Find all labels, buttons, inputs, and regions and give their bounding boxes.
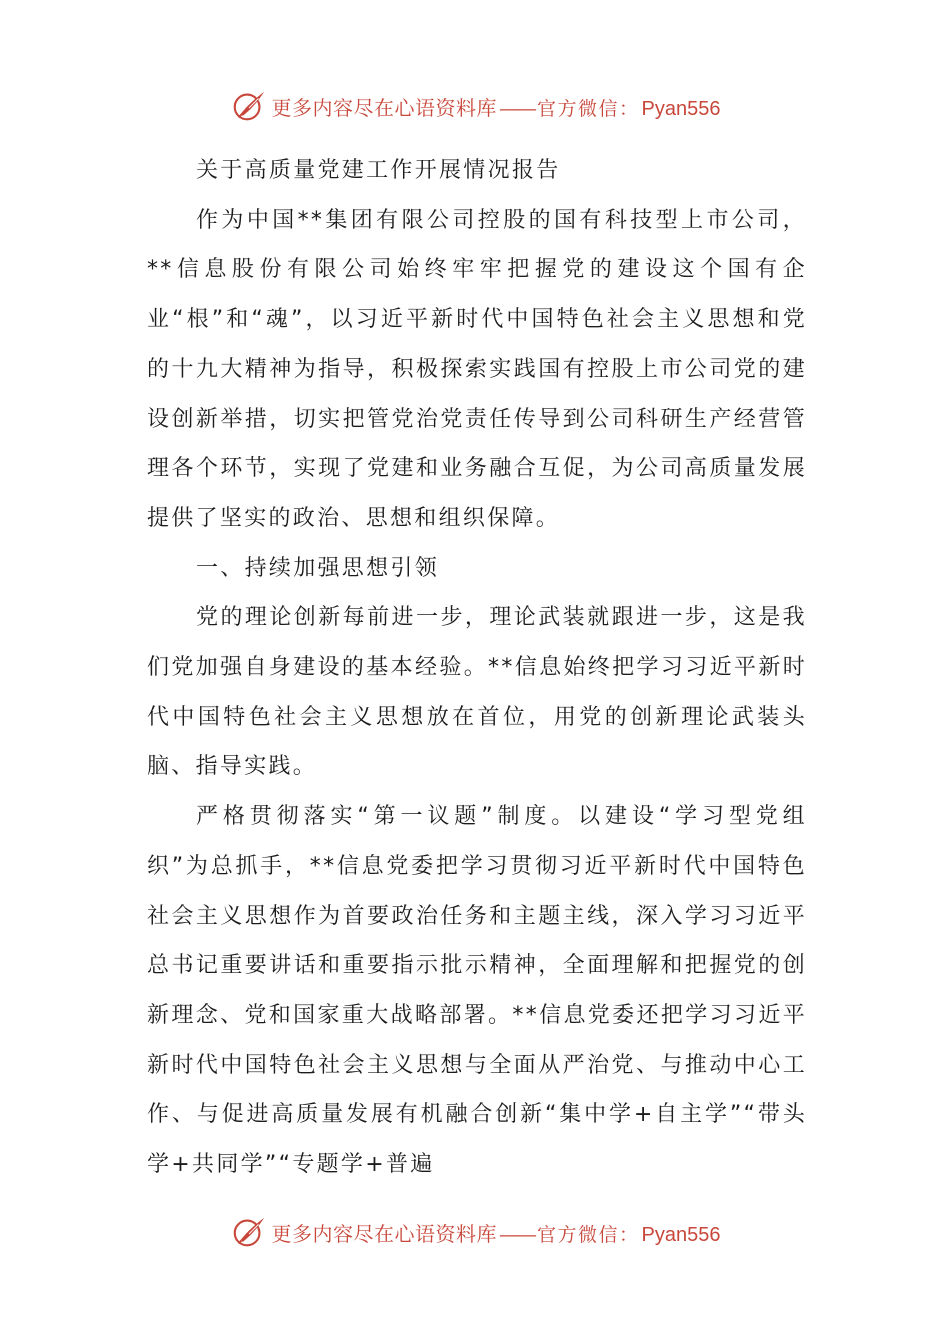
watermark-banner-bottom bbox=[0, 1212, 950, 1252]
quill-logo-icon bbox=[230, 1213, 268, 1251]
paragraph-intro: 作为中国**集团有限公司控股的国有科技型上市公司，**信息股份有限公司始终牢牢把握党的建设这个国有企业“根”和“魂”，以习近平新时代中国特色社会主义思想和党的十九大精神为指导，积极探索实践国有控股上市公司党的建设创新举措，切实把管党治党责任传导到公司科研生产经营管理各个环节，实现了党建和业务融合互促，为公司高质量发展提供了坚实的政治、思想和组织保障。 bbox=[147, 207, 807, 531]
document-body bbox=[147, 146, 807, 1190]
document-title: 关于高质量党建工作开展情况报告 bbox=[196, 158, 561, 183]
watermark-slogan: 更多内容尽在心语资料库 bbox=[271, 95, 497, 120]
watermark-wechat-label: 官方微信： bbox=[537, 1223, 640, 1246]
watermark-dash: —— bbox=[499, 1221, 535, 1246]
watermark-slogan: 更多内容尽在心语资料库 bbox=[271, 1221, 497, 1246]
paragraph-theory: 党的理论创新每前进一步，理论武装就跟进一步，这是我们党加强自身建设的基本经验。**信息始终把学习习近平新时代中国特色社会主义思想放在首位，用党的创新理论武装头脑、指导实践。 bbox=[147, 605, 807, 780]
section-heading-1: 一、持续加强思想引领 bbox=[196, 555, 440, 581]
quill-logo-icon bbox=[230, 87, 268, 125]
watermark-wechat-label: 官方微信： bbox=[537, 97, 640, 120]
watermark-banner-top bbox=[0, 86, 950, 126]
paragraph-first-topic: 严格贯彻落实“第一议题”制度。以建设“学习型党组织”为总抓手，**信息党委把学习贯彻习近平新时代中国特色社会主义思想作为首要政治任务和主题主线，深入学习习近平总书记重要讲话和重要指示批示精神，全面理解和把握党的创新理念、党和国家重大战略部署。**信息党委还把学习习近平新时代中国特色社会主义思想与全面从严治党、与推动中心工作、与促进高质量发展有机融合创新“集中学+自主学”“带头学+共同学”“专题学+普遍 bbox=[147, 804, 807, 1178]
watermark-wechat-id: Pyan556 bbox=[641, 97, 721, 120]
watermark-wechat-id: Pyan556 bbox=[641, 1223, 721, 1246]
watermark-dash: —— bbox=[499, 95, 535, 120]
